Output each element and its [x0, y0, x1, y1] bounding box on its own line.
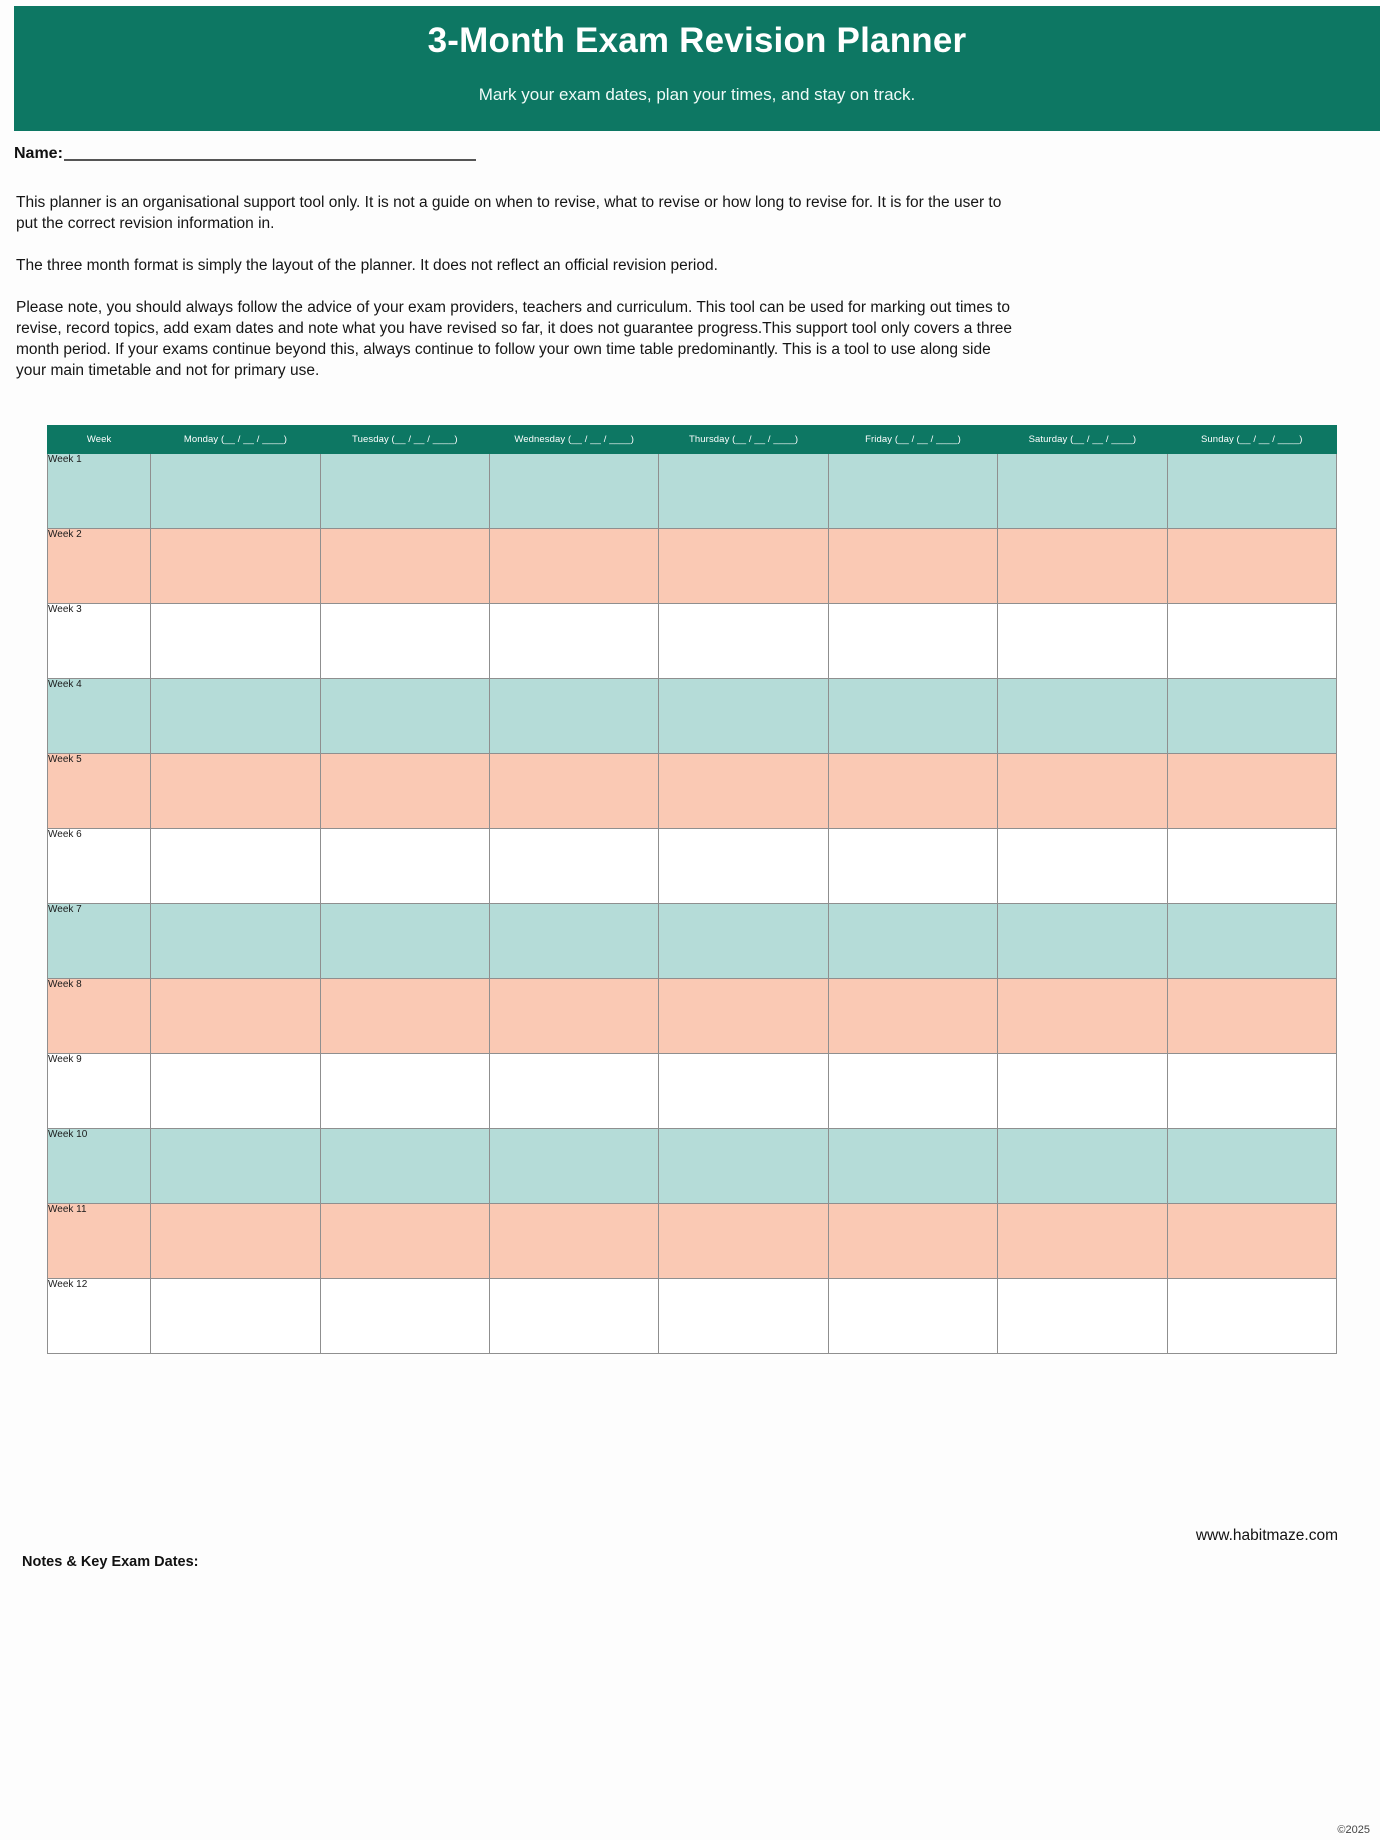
planner-day-cell[interactable]: [659, 1129, 828, 1204]
planner-day-cell[interactable]: [1167, 679, 1336, 754]
planner-day-cell[interactable]: [998, 679, 1167, 754]
planner-day-cell[interactable]: [320, 454, 489, 529]
planner-col-header-day-7: Sunday (__ / __ / ____): [1167, 426, 1336, 454]
planner-day-cell[interactable]: [320, 1279, 489, 1354]
planner-week-label: Week 10: [48, 1129, 151, 1204]
planner-col-header-day-3: Wednesday (__ / __ / ____): [490, 426, 659, 454]
planner-day-cell[interactable]: [998, 979, 1167, 1054]
planner-week-label: Week 1: [48, 454, 151, 529]
planner-day-cell[interactable]: [490, 1279, 659, 1354]
page-subtitle: Mark your exam dates, plan your times, and stay on track.: [478, 84, 916, 104]
planner-day-cell[interactable]: [659, 1279, 828, 1354]
planner-week-row: [48, 679, 1337, 754]
planner-day-cell[interactable]: [998, 454, 1167, 529]
planner-week-row: [48, 1204, 1337, 1279]
name-input[interactable]: [64, 159, 476, 161]
planner-day-cell[interactable]: [490, 904, 659, 979]
planner-day-cell[interactable]: [998, 904, 1167, 979]
website-link[interactable]: www.habitmaze.com: [1195, 1527, 1338, 1544]
intro-text-block: [16, 192, 1016, 381]
planner-week-row: [48, 454, 1337, 529]
planner-day-cell[interactable]: [659, 679, 828, 754]
planner-day-cell[interactable]: [1167, 904, 1336, 979]
planner-day-cell[interactable]: [320, 904, 489, 979]
planner-week-label: Week 3: [48, 604, 151, 679]
planner-day-cell[interactable]: [490, 1204, 659, 1279]
planner-day-cell[interactable]: [320, 529, 489, 604]
planner-day-cell[interactable]: [1167, 1054, 1336, 1129]
planner-day-cell[interactable]: [1167, 1129, 1336, 1204]
planner-week-label: Week 12: [48, 1279, 151, 1354]
planner-day-cell[interactable]: [828, 829, 997, 904]
planner-day-cell[interactable]: [490, 1129, 659, 1204]
intro-paragraph-3: Please note, you should always follow the advice of your exam providers, teachers and curriculum. This tool can be used for marking out times to revise, record topics, add exam dates and note what you have revised so far, it does not guarantee progress.This support tool only covers a three month period. If your exams continue beyond this, always continue to follow your own time table predominantly. This is a tool to use along side your main timetable and not for primary use.: [16, 299, 1013, 379]
planner-day-cell[interactable]: [659, 754, 828, 829]
planner-day-cell[interactable]: [490, 1054, 659, 1129]
planner-day-cell[interactable]: [828, 604, 997, 679]
planner-week-row: [48, 754, 1337, 829]
planner-day-cell[interactable]: [998, 1129, 1167, 1204]
planner-day-cell[interactable]: [320, 754, 489, 829]
planner-day-cell[interactable]: [998, 829, 1167, 904]
planner-day-cell[interactable]: [828, 1054, 997, 1129]
planner-day-cell[interactable]: [151, 1129, 320, 1204]
planner-day-cell[interactable]: [1167, 604, 1336, 679]
planner-day-cell[interactable]: [828, 679, 997, 754]
planner-day-cell[interactable]: [151, 604, 320, 679]
planner-day-cell[interactable]: [151, 1054, 320, 1129]
planner-day-cell[interactable]: [151, 679, 320, 754]
planner-day-cell[interactable]: [320, 679, 489, 754]
planner-day-cell[interactable]: [320, 1204, 489, 1279]
planner-day-cell[interactable]: [998, 1054, 1167, 1129]
planner-day-cell[interactable]: [151, 979, 320, 1054]
planner-week-label: Week 8: [48, 979, 151, 1054]
planner-day-cell[interactable]: [490, 454, 659, 529]
planner-day-cell[interactable]: [998, 754, 1167, 829]
planner-day-cell[interactable]: [828, 1129, 997, 1204]
page-title: 3-Month Exam Revision Planner: [427, 21, 967, 60]
planner-day-cell[interactable]: [320, 829, 489, 904]
planner-day-cell[interactable]: [659, 1204, 828, 1279]
planner-day-cell[interactable]: [490, 754, 659, 829]
planner-week-row: [48, 979, 1337, 1054]
planner-day-cell[interactable]: [659, 454, 828, 529]
planner-table: [47, 425, 1337, 1354]
planner-week-row: [48, 829, 1337, 904]
planner-day-cell[interactable]: [151, 529, 320, 604]
planner-day-cell[interactable]: [828, 979, 997, 1054]
planner-table-body: [48, 454, 1337, 1354]
planner-week-row: [48, 904, 1337, 979]
planner-week-label: Week 7: [48, 904, 151, 979]
planner-day-cell[interactable]: [1167, 454, 1336, 529]
planner-day-cell[interactable]: [659, 1054, 828, 1129]
planner-col-header-day-5: Friday (__ / __ / ____): [828, 426, 997, 454]
planner-week-label: Week 6: [48, 829, 151, 904]
name-label: Name:: [14, 145, 63, 162]
planner-table-container: [47, 425, 1337, 1354]
planner-day-cell[interactable]: [490, 604, 659, 679]
planner-week-row: [48, 1129, 1337, 1204]
planner-day-cell[interactable]: [151, 454, 320, 529]
planner-week-row: [48, 529, 1337, 604]
planner-day-cell[interactable]: [1167, 829, 1336, 904]
planner-col-header-day-6: Saturday (__ / __ / ____): [998, 426, 1167, 454]
planner-day-cell[interactable]: [828, 1204, 997, 1279]
planner-day-cell[interactable]: [659, 829, 828, 904]
page-header-banner: [14, 6, 1380, 131]
planner-day-cell[interactable]: [490, 529, 659, 604]
planner-week-label: Week 9: [48, 1054, 151, 1129]
planner-day-cell[interactable]: [828, 754, 997, 829]
planner-week-row: [48, 1279, 1337, 1354]
planner-day-cell[interactable]: [1167, 1279, 1336, 1354]
planner-day-cell[interactable]: [659, 604, 828, 679]
planner-day-cell[interactable]: [998, 1204, 1167, 1279]
planner-day-cell[interactable]: [490, 979, 659, 1054]
planner-day-cell[interactable]: [659, 904, 828, 979]
planner-day-cell[interactable]: [828, 529, 997, 604]
planner-col-header-day-2: Tuesday (__ / __ / ____): [320, 426, 489, 454]
planner-day-cell[interactable]: [1167, 529, 1336, 604]
planner-day-cell[interactable]: [828, 904, 997, 979]
planner-day-cell[interactable]: [828, 454, 997, 529]
planner-day-cell[interactable]: [659, 979, 828, 1054]
planner-day-cell[interactable]: [490, 829, 659, 904]
planner-day-cell[interactable]: [1167, 979, 1336, 1054]
planner-day-cell[interactable]: [320, 1129, 489, 1204]
planner-day-cell[interactable]: [320, 979, 489, 1054]
planner-day-cell[interactable]: [998, 1279, 1167, 1354]
planner-day-cell[interactable]: [151, 904, 320, 979]
planner-day-cell[interactable]: [1167, 754, 1336, 829]
planner-day-cell[interactable]: [151, 1204, 320, 1279]
planner-day-cell[interactable]: [1167, 1204, 1336, 1279]
planner-table-head: [48, 426, 1337, 454]
planner-day-cell[interactable]: [320, 604, 489, 679]
copyright-text: ©2025: [1337, 1824, 1370, 1836]
notes-section-label: Notes & Key Exam Dates:: [22, 1554, 199, 1570]
planner-day-cell[interactable]: [998, 604, 1167, 679]
planner-col-header-day-1: Monday (__ / __ / ____): [151, 426, 320, 454]
planner-header-row: [48, 426, 1337, 454]
planner-col-header-week: Week: [48, 426, 151, 454]
name-field-row: [14, 146, 476, 164]
intro-paragraph-1: This planner is an organisational support tool only. It is not a guide on when to revise, what to revise or how long to revise for. It is for the user to put the correct revision information in.: [16, 194, 1002, 232]
planner-day-cell[interactable]: [490, 679, 659, 754]
planner-day-cell[interactable]: [151, 1279, 320, 1354]
planner-week-row: [48, 604, 1337, 679]
planner-week-label: Week 2: [48, 529, 151, 604]
planner-week-label: Week 11: [48, 1204, 151, 1279]
planner-week-label: Week 5: [48, 754, 151, 829]
planner-week-row: [48, 1054, 1337, 1129]
intro-paragraph-2: The three month format is simply the layout of the planner. It does not reflect an official revision period.: [16, 257, 718, 274]
planner-day-cell[interactable]: [320, 1054, 489, 1129]
planner-week-label: Week 4: [48, 679, 151, 754]
planner-day-cell[interactable]: [659, 529, 828, 604]
planner-col-header-day-4: Thursday (__ / __ / ____): [659, 426, 828, 454]
planner-day-cell[interactable]: [828, 1279, 997, 1354]
planner-day-cell[interactable]: [151, 754, 320, 829]
planner-day-cell[interactable]: [998, 529, 1167, 604]
planner-day-cell[interactable]: [151, 829, 320, 904]
